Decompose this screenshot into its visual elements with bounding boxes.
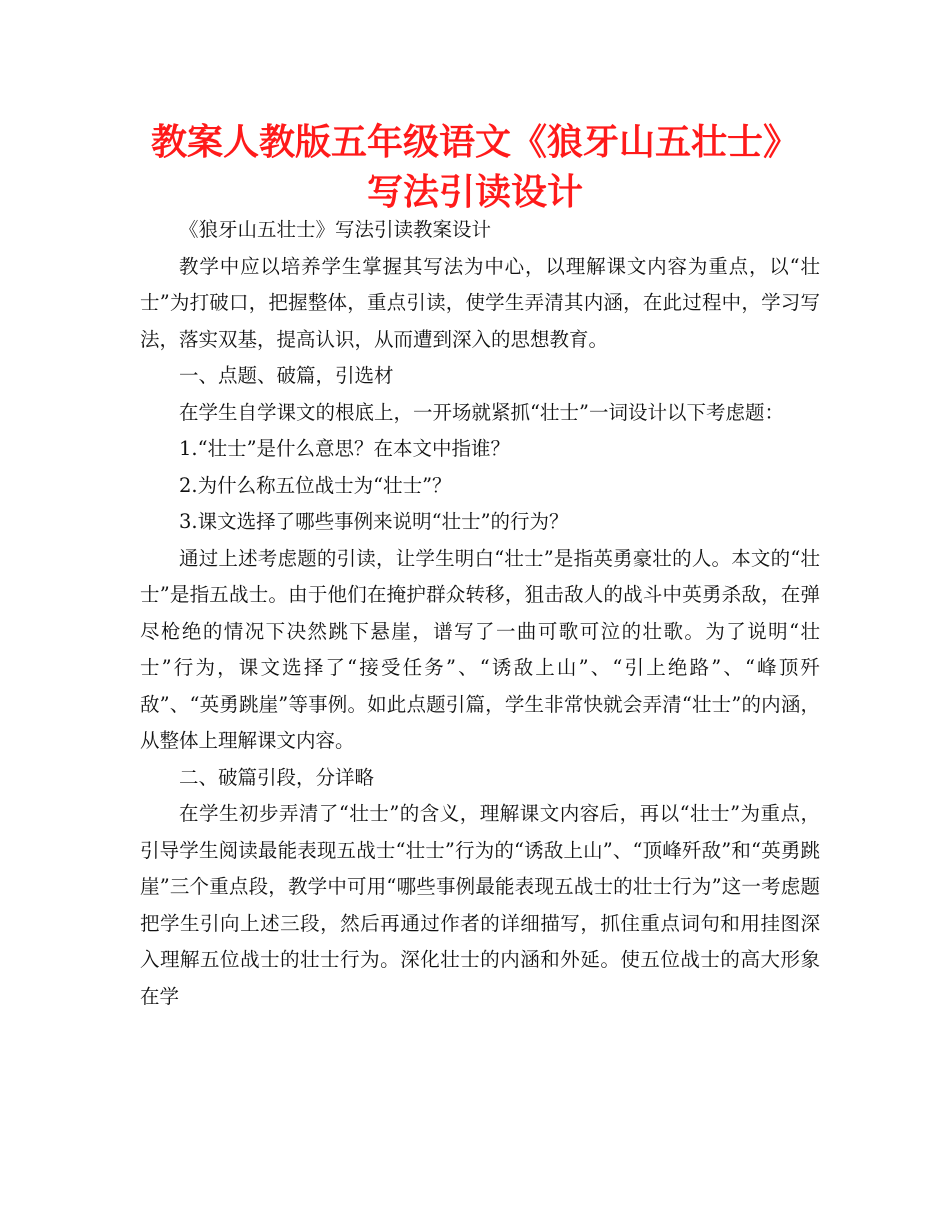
paragraph-subtitle: 《狼牙山五壮士》写法引读教案设计 — [179, 218, 492, 241]
section-heading: 二、破篇引段，分详略 — [179, 765, 375, 789]
question-item: 1.“壮士”是什么意思？在本文中指谁？ — [179, 437, 511, 460]
section-heading: 一、点题、破篇，引选材 — [179, 364, 394, 387]
question-item: 2.为什么称五位战士为“壮士”？ — [179, 473, 452, 497]
paragraph: 在学生初步弄清了“壮士”的含义，理解课文内容后，再以“壮士”为重点，引导学生阅读最能表现五战士“壮士”行为的“诱敌上山”、“顶峰歼敌”和“英勇跳崖”三个重点段，教学中可用“哪些事例最能表现五战士的壮士行为”这一考虑题把学生引向上述三段，然后再通过作者的详细描写，抓住重点词句和用挂图深入理解五位战士的壮士行为。深化壮士的内涵和外延。使五位战士的高大形象在学 — [140, 802, 820, 1008]
title-line-1: 教案人教版五年级语文《狼牙山五壮士》 — [150, 122, 799, 163]
paragraph: 在学生自学课文的根底上，一开场就紧抓“壮士”一词设计以下考虑题： — [179, 400, 784, 424]
document-title — [130, 118, 820, 218]
title-line-2: 写法引读设计 — [366, 172, 583, 213]
question-item: 3.课文选择了哪些事例来说明“壮士”的行为？ — [179, 510, 569, 533]
paragraph: 教学中应以培养学生掌握其写法为中心，以理解课文内容为重点，以“壮士”为打破口，把握整体，重点引读，使学生弄清其内涵，在此过程中，学习写法，落实双基，提高认识，从而遭到深入的思想教育。 — [140, 254, 820, 351]
document-body — [140, 212, 820, 1015]
paragraph: 通过上述考虑题的引读，让学生明白“壮士”是指英勇豪壮的人。本文的“壮士”是指五战士。由于他们在掩护群众转移，狙击敌人的战斗中英勇杀敌，在弹尽枪绝的情况下决然跳下悬崖，谱写了一曲可歌可泣的壮歌。为了说明“壮士”行为，课文选择了“接受任务”、“诱敌上山”、“引上绝路”、“峰顶歼敌”、“英勇跳崖”等事例。如此点题引篇，学生非常快就会弄清“壮士”的内涵，从整体上理解课文内容。 — [140, 546, 820, 752]
